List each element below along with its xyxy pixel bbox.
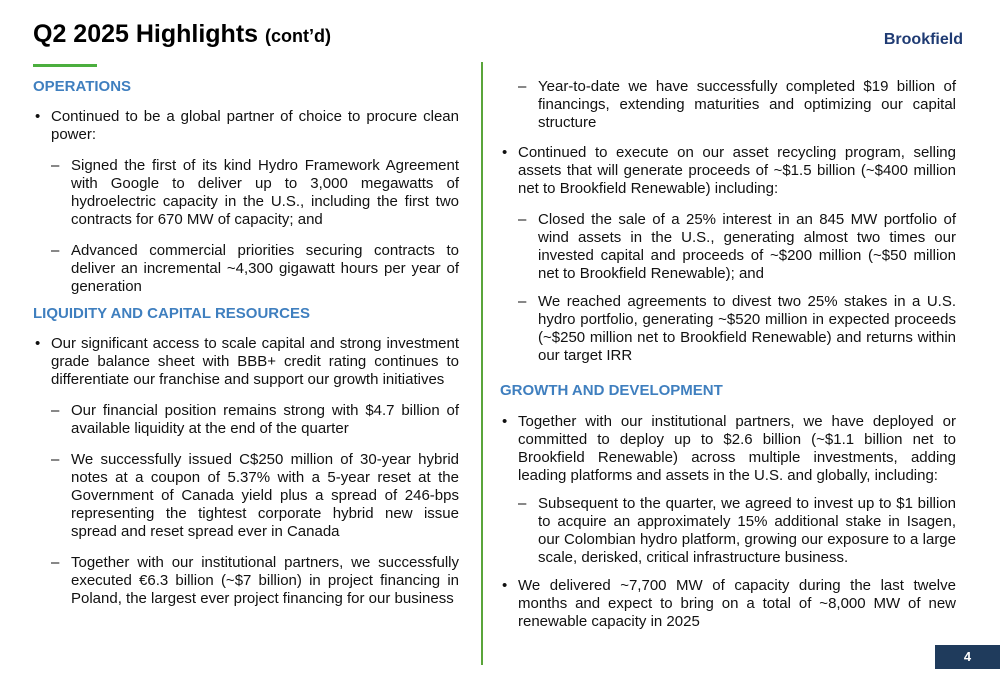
asset-recycling-bullet: • Continued to execute on our asset recycling program, selling assets that will generate proceeds of ~$1.5 billion (~$400 million net to Brookfield Renewable) including:: [500, 144, 956, 198]
growth-heading: GROWTH AND DEVELOPMENT: [500, 382, 723, 399]
growth-bullet: • Together with our institutional partners, we have deployed or committed to deploy up to $2.6 billion (~$1.1 billion net to Brookfield Renewable) across multiple investments, adding leading platforms and assets in the U.S. and globally, including:: [500, 413, 956, 485]
page-number-badge: 4: [935, 645, 1000, 669]
page-title: [33, 20, 331, 49]
column-divider: [481, 62, 483, 665]
left-column: [33, 76, 459, 608]
growth-bullet: • We delivered ~7,700 MW of capacity during the last twelve months and expect to bring on a total of ~8,000 MW of new renewable capacity in 2025: [500, 577, 956, 631]
liquidity-subitem: – We successfully issued C$250 million of 30-year hybrid notes at a coupon of 5.37% with a 5-year reset at the Government of Canada yield plus a spread of 246-bps representing the tightest corporate hybrid new issue spread and reset spread ever in Canada: [33, 451, 459, 541]
title-main: Q2 2025 Highlights: [33, 20, 259, 48]
growth-subitem: – Subsequent to the quarter, we agreed to invest up to $1 billion to acquire an approximately 15% additional stake in Isagen, our Colombian hydro platform, growing our exposure to a large scale, derisked, critical infrastructure business.: [500, 495, 956, 567]
liquidity-bullet: • Our significant access to scale capital and strong investment grade balance sheet with BBB+ credit rating continues to differentiate our franchise and support our growth initiatives: [33, 335, 459, 389]
asset-recycling-subitem: – Closed the sale of a 25% interest in an 845 MW portfolio of wind assets in the U.S., generating almost two times our invested capital and proceeds of ~$200 million (~$50 million net to Brookfield Renewable); and: [500, 211, 956, 283]
title-subtitle: (cont’d): [265, 26, 331, 46]
brookfield-logo: Brookfield: [883, 31, 963, 48]
liquidity-subitem: – Our financial position remains strong with $4.7 billion of available liquidity at the end of the quarter: [33, 402, 459, 438]
liquidity-cont-subitem: – Year-to-date we have successfully completed $19 billion of financings, extending maturities and optimizing our capital structure: [500, 78, 956, 132]
operations-subitem: – Advanced commercial priorities securing contracts to deliver an incremental ~4,300 gigawatt hours per year of generation: [33, 242, 459, 296]
operations-subitem: – Signed the first of its kind Hydro Framework Agreement with Google to deliver up to 3,000 megawatts of hydroelectric capacity in the U.S., including the first two contracts for 670 MW of capacity; and: [33, 157, 459, 229]
title-accent-rule: [33, 64, 97, 67]
operations-heading: OPERATIONS: [33, 78, 132, 95]
right-column: [500, 76, 956, 631]
liquidity-heading: LIQUIDITY AND CAPITAL RESOURCES: [33, 305, 310, 322]
operations-bullet: • Continued to be a global partner of choice to procure clean power:: [33, 108, 459, 144]
liquidity-subitem: – Together with our institutional partners, we successfully executed €6.3 billion (~$7 billion) in project financing in Poland, the largest ever project financing for our business: [33, 554, 459, 608]
asset-recycling-subitem: – We reached agreements to divest two 25% stakes in a U.S. hydro portfolio, generating ~$520 million in expected proceeds (~$250 million net to Brookfield Renewable) and returns within our target IRR: [500, 293, 956, 365]
